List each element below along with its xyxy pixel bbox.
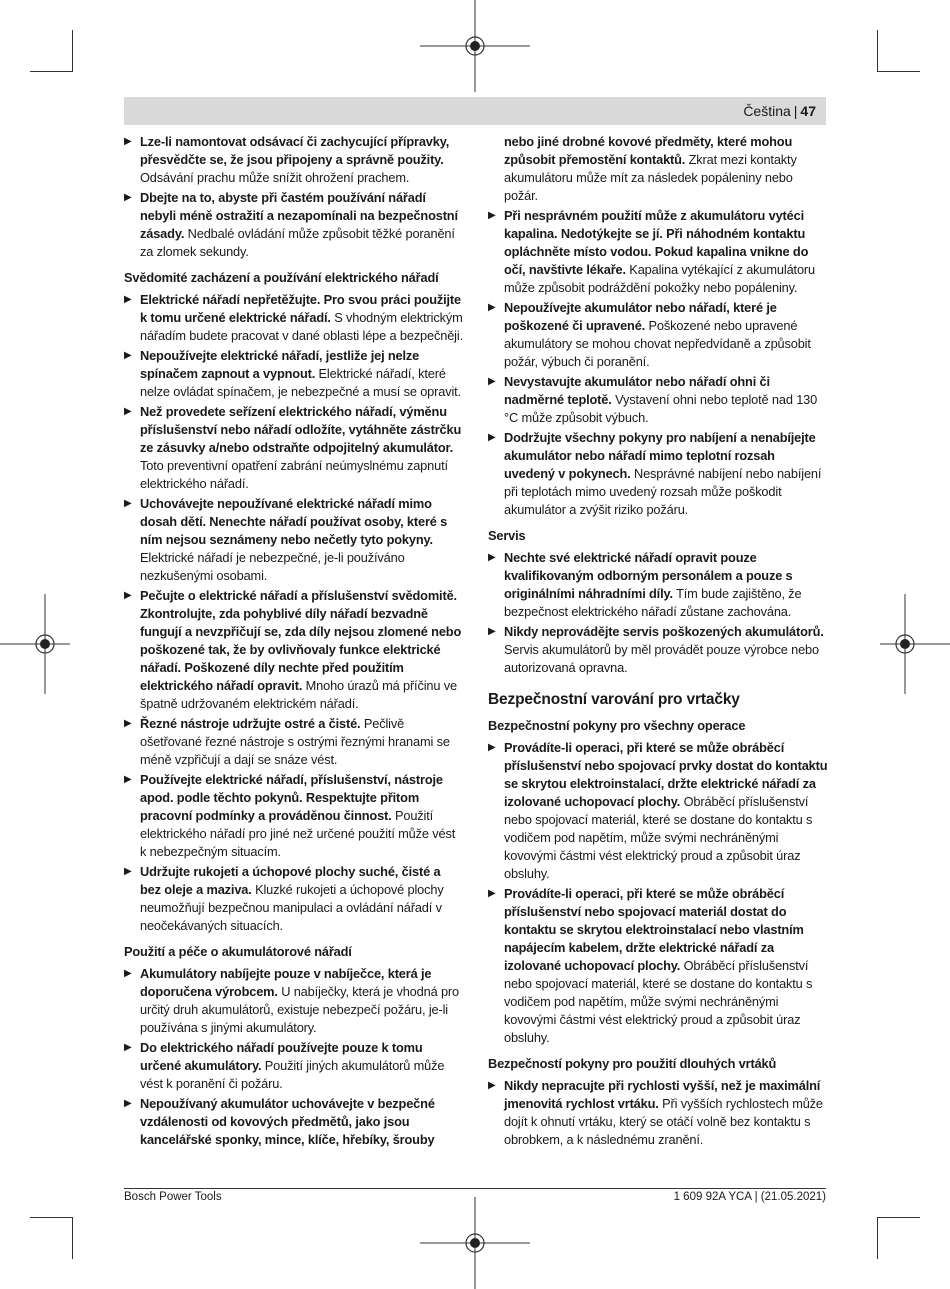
list-item: ▶ Nikdy neprovádějte servis poškozených akumulátorů. Servis akumulátorů by měl provádět pouze výrobce nebo autorizovaná opravna.: [488, 624, 824, 675]
left-column: [124, 133, 464, 1151]
list-item: ▶ Provádíte-li operaci, při které se může obráběcí příslušenství nebo spojovací materiál dostat do kontaktu se skrytou elektroinstalací nebo vlastním napájecím kabelem, držte elektrické nářadí za izolované uchopovací plochy. Obráběcí příslušenství nebo spojovací materiál, které se dostane do kontaktu s vodičem pod napětím, může svými nechráněnými kovovými částmi vést elektrický proud a způsobit úraz obsluhy.: [488, 886, 813, 1045]
bullet-arrow-icon: ▶: [124, 498, 132, 509]
list-item: ▶ Do elektrického nářadí používejte pouze k tomu určené akumulátory. Použití jiných akumulátorů může vést k poranění či požáru.: [124, 1040, 445, 1091]
crop-mark: [877, 1217, 878, 1259]
bullet-arrow-icon: ▶: [124, 136, 132, 147]
list-item: ▶ Dodržujte všechny pokyny pro nabíjení a nenabíjejte akumulátor nebo nářadí mimo teplotní rozsah uvedený v pokynech. Nesprávné nabíjení nebo nabíjení při teplotách mimo uvedený rozsah může poškodit akumulátor a zvýšit riziko požáru.: [488, 430, 822, 517]
footer-brand: Bosch Power Tools: [124, 1191, 222, 1203]
crop-mark: [878, 1217, 920, 1218]
list-item-continuation: nebo jiné drobné kovové předměty, které mohou způsobit přemostění kontaktů. Zkrat mezi kontakty akumulátoru může mít za následek popáleniny nebo požár.: [504, 134, 797, 203]
bullet-arrow-icon: ▶: [124, 590, 132, 601]
registration-mark-icon: [0, 594, 70, 694]
list-item: ▶ Nikdy nepracujte při rychlosti vyšší, než je maximální jmenovitá rychlost vrtáku. Při vyšších rychlostech může dojít k ohnutí vrtáku, který se otáčí volně bez kontaktu s obrobkem, a k následnému zranění.: [488, 1078, 823, 1147]
right-column: [488, 133, 828, 1151]
list-item: ▶ Akumulátory nabíjejte pouze v nabíječce, která je doporučena výrobcem. U nabíječky, která je vhodná pro určitý druh akumulátorů, existuje nebezpečí požáru, je-li používána s jinými akumulátory.: [124, 966, 459, 1035]
subheading: Svědomité zacházení a používání elektrického nářadí: [124, 270, 439, 285]
registration-mark-icon: [420, 1197, 530, 1289]
bullet-arrow-icon: ▶: [124, 350, 132, 361]
bullet-arrow-icon: ▶: [488, 210, 496, 221]
crop-mark: [30, 1217, 72, 1218]
list-item: ▶ Nepoužívaný akumulátor uchovávejte v bezpečné vzdálenosti od kovových předmětů, jako jsou kancelářské sponky, mince, klíče, hřebíky, šrouby: [124, 1096, 435, 1147]
bullet-arrow-icon: ▶: [488, 432, 496, 443]
subheading: Použití a péče o akumulátorové nářadí: [124, 944, 352, 959]
list-item: ▶ Provádíte-li operaci, při které se může obráběcí příslušenství nebo spojovací prvky dostat do kontaktu se skrytou elektroinstalací, držte elektrické nářadí za izolované uchopovací plochy. Obráběcí příslušenství nebo spojovací materiál, které se dostane do kontaktu s vodičem pod napětím, může svými nechráněnými kovovými částmi vést elektrický proud a způsobit úraz obsluhy.: [488, 740, 828, 881]
subheading: Servis: [488, 528, 526, 543]
list-item: ▶ Nepoužívejte elektrické nářadí, jestliže jej nelze spínačem zapnout a vypnout. Elektrické nářadí, které nelze ovládat spínačem, je nebezpečné a musí se opravit.: [124, 348, 461, 399]
bullet-arrow-icon: ▶: [488, 1080, 496, 1091]
footer-doc-id: 1 609 92A YCA | (21.05.2021): [673, 1191, 826, 1203]
subheading: Bezpečností pokyny pro použití dlouhých vrtáků: [488, 1056, 777, 1071]
list-item: ▶ Uchovávejte nepoužívané elektrické nářadí mimo dosah dětí. Nenechte nářadí používat osoby, které s ním nejsou seznámeny nebo nečetly tyto pokyny. Elektrické nářadí je nebezpečné, je-li používáno nezkušenými osobami.: [124, 496, 448, 583]
page-header: [743, 103, 816, 119]
list-item: ▶ Nevystavujte akumulátor nebo nářadí ohni či nadměrné teplotě. Vystavení ohni nebo teplotě nad 130 °C může způsobit výbuch.: [488, 374, 818, 425]
list-item: ▶ Řezné nástroje udržujte ostré a čisté. Pečlivě ošetřované řezné nástroje s ostrými řeznými hranami se méně vzpřičují a dají se snáze vést.: [124, 716, 450, 767]
registration-mark-icon: [420, 0, 530, 92]
registration-mark-icon: [880, 594, 950, 694]
list-item: ▶ Lze-li namontovat odsávací či zachycující přípravky, přesvědčte se, že jsou připojeny a správně použity. Odsávání prachu může snížit ohrožení prachem.: [124, 134, 450, 185]
crop-mark: [878, 71, 920, 72]
header-bar: [124, 97, 826, 125]
list-item: ▶ Při nesprávném použití může z akumulátoru vytéci kapalina. Nedotýkejte se jí. Při náhodném kontaktu opláchněte místo vodou. Pokud kapalina vnikne do očí, navštivte lékaře. Kapalina vytékající z akumulátoru může způsobit podráždění pokožky nebo popáleniny.: [488, 208, 815, 295]
bullet-arrow-icon: ▶: [488, 376, 496, 387]
list-item: ▶ Dbejte na to, abyste při častém používání nářadí nebyli méně ostražití a nezapomínali na bezpečnostní zásady. Nedbalé ovládání může způsobit těžké poranění za zlomek sekundy.: [124, 190, 458, 259]
bullet-arrow-icon: ▶: [124, 294, 132, 305]
header-language: Čeština: [743, 103, 791, 119]
bullet-arrow-icon: ▶: [488, 302, 496, 313]
bullet-arrow-icon: ▶: [488, 552, 496, 563]
bullet-arrow-icon: ▶: [488, 742, 496, 753]
list-item: ▶ Používejte elektrické nářadí, příslušenství, nástroje apod. podle těchto pokynů. Respektujte přitom pracovní podmínky a prováděnou činnost. Použití elektrického nářadí pro jiné než určené použití může vést k nebezpečným situacím.: [124, 772, 456, 859]
bullet-arrow-icon: ▶: [124, 866, 132, 877]
bullet-arrow-icon: ▶: [488, 626, 496, 637]
footer-divider: [124, 1188, 826, 1189]
bullet-arrow-icon: ▶: [488, 888, 496, 899]
bullet-arrow-icon: ▶: [124, 774, 132, 785]
header-separator: |: [793, 103, 798, 119]
crop-mark: [877, 30, 878, 72]
subheading: Bezpečnostní pokyny pro všechny operace: [488, 718, 746, 733]
page-number: 47: [800, 103, 816, 119]
crop-mark: [72, 1217, 73, 1259]
bullet-arrow-icon: ▶: [124, 718, 132, 729]
crop-mark: [30, 71, 72, 72]
list-item: ▶ Než provedete seřízení elektrického nářadí, výměnu příslušenství nebo nářadí odložíte, vytáhněte zástrčku ze zásuvky a/nebo odstraňte odpojitelný akumulátor. Toto preventivní opatření zabrání neúmyslnému zapnutí elektrického nářadí.: [124, 404, 462, 491]
bullet-arrow-icon: ▶: [124, 968, 132, 979]
bullet-arrow-icon: ▶: [124, 1042, 132, 1053]
bullet-arrow-icon: ▶: [124, 1098, 132, 1109]
crop-mark: [72, 30, 73, 72]
bullet-arrow-icon: ▶: [124, 192, 132, 203]
list-item: ▶ Pečujte o elektrické nářadí a příslušenství svědomitě. Zkontrolujte, zda pohyblivé díly nářadí bezvadně fungují a nevzpřičují se, zda díly nejsou zlomené nebo poškozené tak, že by ovlivňovaly funkce elektrické nářadí. Poškozené díly nechte před použitím elektrického nářadí opravit. Mnoho úrazů má příčinu ve špatně udržovaném elektrickém nářadí.: [124, 588, 462, 711]
list-item: ▶ Nechte své elektrické nářadí opravit pouze kvalifikovaným odborným personálem a pouze s originálními náhradními díly. Tím bude zajištěno, že bezpečnost elektrického nářadí zůstane zachována.: [488, 550, 802, 619]
list-item: ▶ Udržujte rukojeti a úchopové plochy suché, čisté a bez oleje a maziva. Kluzké rukojeti a úchopové plochy neumožňují bezpečnou manipulaci a ovládání nářadí v neočekávaných situacích.: [124, 864, 444, 933]
bullet-arrow-icon: ▶: [124, 406, 132, 417]
list-item: ▶ Elektrické nářadí nepřetěžujte. Pro svou práci použijte k tomu určené elektrické nářadí. S vhodným elektrickým nářadím budete pracovat v dané oblasti lépe a bezpečněji.: [124, 292, 463, 343]
list-item: ▶ Nepoužívejte akumulátor nebo nářadí, které je poškozené či upravené. Poškozené nebo upravené akumulátory se mohou chovat nepředvídaně a způsobit požár, výbuch či poranění.: [488, 300, 811, 369]
section-title: Bezpečnostní varování pro vrtačky: [488, 691, 740, 708]
